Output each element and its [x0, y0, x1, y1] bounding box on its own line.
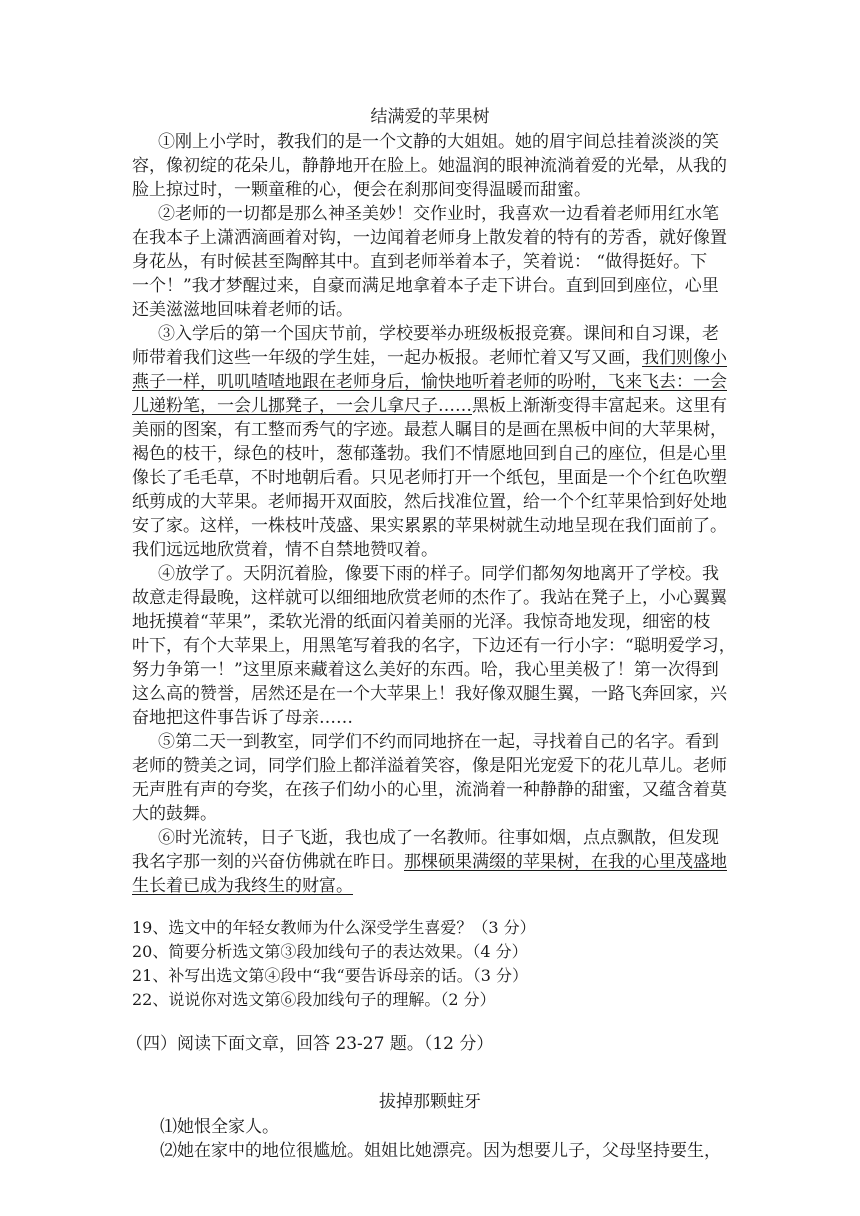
- section-heading: （四）阅读下面文章，回答 23-27 题。（12 分）: [126, 1034, 494, 1054]
- article-title: 拔掉那颗蛀牙: [379, 1092, 481, 1112]
- paragraph-line: [132, 802, 217, 826]
- text-run: 身花丛，有时候甚至陶醉其中。直到老师举着本子，笑着说： “做得挺好。下: [132, 252, 708, 272]
- text-run: ⑤第二天一到教室，同学们不约而同地挤在一起，寻找着自己的名字。看到: [158, 732, 719, 752]
- text-run: 安了家。这样，一株枝叶茂盛、果实累累的苹果树就生动地呈现在我们面前了。: [132, 516, 727, 536]
- passage-title: 结满爱的苹果树: [370, 107, 490, 127]
- text-run: ②老师的一切都是那么神圣美妙！交作业时，我喜欢一边看着老师用红水笔: [158, 204, 719, 224]
- text-run: 这么高的赞誉，居然还是在一个大苹果上！我好像双腿生翼，一路飞奔回家，兴: [132, 684, 727, 704]
- question-item: 20、简要分析选文第③段加线句子的表达效果。（4 分）: [132, 942, 528, 961]
- paragraph-line: [132, 754, 727, 778]
- paragraph-line: [132, 418, 727, 442]
- paragraph-line: [132, 874, 353, 898]
- question-item: 19、选文中的年轻女教师为什么深受学生喜爱？（3 分）: [132, 918, 536, 937]
- text-run: 无声胜有声的夸奖，在孩子们幼小的心里，流淌着一种静静的甜蜜，又蕴含着莫: [132, 780, 727, 800]
- paragraph-line: [132, 466, 727, 490]
- paragraph-line: [132, 850, 727, 874]
- text-run: 叶下，有个大苹果上，用黑笔写着我的名字，下边还有一行小字：“聪明爱学习，: [132, 636, 736, 656]
- paragraph-line: [132, 274, 719, 298]
- text-run: 老师的赞美之词，同学们脸上都洋溢着笑容，像是阳光宠爱下的花儿草儿。老师: [132, 756, 727, 776]
- text-run: 美丽的图案，有工整而秀气的字迹。最惹人瞩目的是画在黑板中间的大苹果树，: [132, 420, 727, 440]
- paragraph-line: [132, 490, 727, 514]
- paragraph-line: [132, 634, 736, 658]
- text-run: ⑥时光流转，日子飞逝，我也成了一名教师。往事如烟，点点飘散，但发现: [158, 828, 719, 848]
- underlined-sentence: 那棵硕果满缀的苹果树，在我的心里茂盛地: [404, 852, 727, 872]
- paragraph-line: [158, 562, 719, 586]
- text-run: ①刚上小学时，教我们的是一个文静的大姐姐。她的眉宇间总挂着淡淡的笑: [158, 132, 719, 152]
- text-run: 一个！”我才梦醒过来，自豪而满足地拿着本子走下讲台。直到回到座位，心里: [132, 276, 719, 296]
- paragraph-line: [132, 586, 727, 610]
- paragraph-line: [132, 706, 353, 730]
- paragraph-line: [158, 730, 719, 754]
- underlined-sentence: 儿递粉笔，一会儿挪凳子，一会儿拿尺子……: [132, 396, 472, 416]
- paragraph-line: [158, 130, 719, 154]
- paragraph-line: [132, 370, 727, 394]
- text-run: 脸上掠过时，一颗童稚的心，便会在刹那间变得温暖而甜蜜。: [132, 180, 591, 200]
- text-run: 容，像初绽的花朵儿，静静地开在脸上。她温润的眼神流淌着爱的光晕，从我的: [132, 156, 727, 176]
- text-run: 我们远远地欣赏着，情不自禁地赞叹着。: [132, 540, 438, 560]
- text-run: 像长了毛毛草，不时地朝后看。只见老师打开一个纸包，里面是一个个红色吹塑: [132, 468, 727, 488]
- underlined-sentence: 生长着已成为我终生的财富。: [132, 876, 353, 896]
- underlined-sentence: 我们则像小: [642, 348, 727, 368]
- paragraph-line: [132, 346, 727, 370]
- paragraph-line: [158, 826, 719, 850]
- paragraph-line: [132, 442, 727, 466]
- paragraph-line: [132, 226, 727, 250]
- paragraph-line: ⑴她恨全家人。: [160, 1117, 279, 1137]
- paragraph-line: [158, 202, 719, 226]
- text-run: 地抚摸着“苹果”，柔软光滑的纸面闪着美丽的光泽。我惊奇地发现，细密的枝: [132, 612, 711, 632]
- paragraph-line: [132, 298, 353, 322]
- paragraph-line: [132, 178, 591, 202]
- paragraph-line: [132, 610, 710, 634]
- paragraph-line: [132, 778, 727, 802]
- text-run: ③入学后的第一个国庆节前，学校要举办班级板报竞赛。课间和自习课，老: [158, 324, 719, 344]
- text-run: 褐色的枝干，绿色的枝叶，葱郁蓬勃。我们不情愿地回到自己的座位，但是心里: [132, 444, 727, 464]
- paragraph-line: [132, 250, 707, 274]
- question-item: 22、说说你对选文第⑥段加线句子的理解。（2 分）: [132, 990, 496, 1009]
- paragraph-line: ⑵她在家中的地位很尴尬。姐姐比她漂亮。因为想要儿子，父母坚持要生，: [160, 1141, 721, 1161]
- paragraph-line: [132, 514, 727, 538]
- question-item: 21、补写出选文第④段中“我“要告诉母亲的话。（3 分）: [132, 966, 528, 985]
- text-run: 师带着我们这些一年级的学生娃，一起办板报。老师忙着又写又画，: [132, 348, 642, 368]
- text-run: 故意走得最晚，这样就可以细细地欣赏老师的杰作了。我站在凳子上，小心翼翼: [132, 588, 727, 608]
- text-run: 纸剪成的大苹果。老师揭开双面胶，然后找准位置，给一个个红苹果恰到好处地: [132, 492, 727, 512]
- paragraph-line: [132, 682, 727, 706]
- paragraph-line: [132, 394, 727, 418]
- paragraph-line: [132, 538, 438, 562]
- paragraph-line: [158, 322, 719, 346]
- text-run: 我名字那一刻的兴奋仿佛就在昨日。: [132, 852, 404, 872]
- text-run: 还美滋滋地回味着老师的话。: [132, 300, 353, 320]
- paragraph-line: [132, 658, 719, 682]
- underlined-sentence: 燕子一样，叽叽喳喳地跟在老师身后，愉快地听着老师的吩咐，飞来飞去：一会: [132, 372, 727, 392]
- text-run: ④放学了。天阴沉着脸，像要下雨的样子。同学们都匆匆地离开了学校。我: [158, 564, 719, 584]
- text-run: 黑板上渐渐变得丰富起来。这里有: [472, 396, 727, 416]
- text-run: 大的鼓舞。: [132, 804, 217, 824]
- text-run: 在我本子上潇洒滴画着对钩，一边闻着老师身上散发着的特有的芳香，就好像置: [132, 228, 727, 248]
- text-run: 努力争第一！”这里原来藏着这么美好的东西。哈，我心里美极了！第一次得到: [132, 660, 719, 680]
- text-run: 奋地把这件事告诉了母亲……: [132, 708, 353, 728]
- paragraph-line: [132, 154, 727, 178]
